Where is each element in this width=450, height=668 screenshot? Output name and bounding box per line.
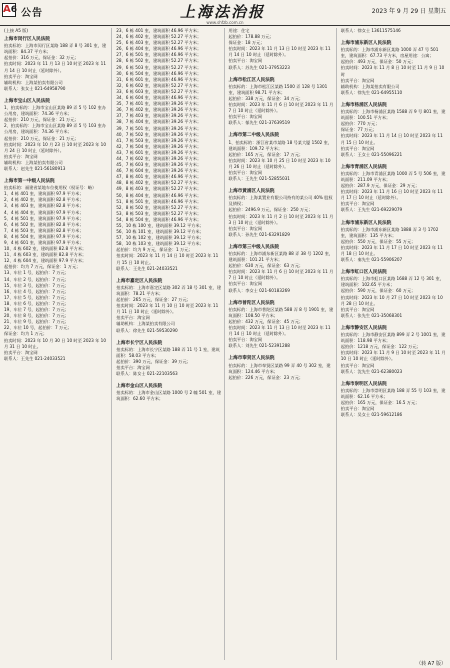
notice-line: 拍卖标的：上海某置业有限公司持有的某公司 40% 股权及债权； bbox=[228, 195, 333, 207]
spacer bbox=[116, 334, 221, 338]
notice-line: 拍卖平台：淘宝网 bbox=[228, 114, 263, 120]
spacer bbox=[341, 96, 446, 100]
notice-line: 2、拍卖标的：上海市宝山区某路 89 弄 5 号 103 室办公用房，建筑面积：74.36 平方米； bbox=[4, 123, 107, 135]
notice-line: 联系人：王女士 021-55096221 bbox=[340, 151, 403, 157]
notice-line: 起拍价：432 万元，保证金：45 万元； bbox=[228, 318, 304, 324]
notice-line: 11、4 栋 603 室，建筑面积 82.8 平方米； bbox=[4, 252, 87, 258]
notice-line: 拍卖标的：上海市崇明区某路 188 弄 55 号 103 室，建筑面积：62.16 平方米； bbox=[340, 387, 446, 399]
notice-line: 49、8 栋 403 室，建筑面积 52.27 平方米； bbox=[116, 186, 202, 192]
notice-line: 联系人：徐先生 021-64955110 bbox=[340, 89, 403, 95]
notice-line: 48、8 栋 402 室，建筑面积 52.27 平方米； bbox=[116, 180, 202, 186]
notice-line: 52、8 栋 502 室，建筑面积 52.27 平方米； bbox=[116, 204, 202, 210]
notice-line: 联系人：秦先生 021-55906207 bbox=[340, 257, 403, 263]
notice-line: 联系人：王先生 021-69229079 bbox=[340, 207, 403, 213]
notice-line: 联系人：孙先生 021-63291829 bbox=[228, 231, 290, 237]
notice-line: 42、7 栋 504 室，建筑面积 39.26 平方米； bbox=[116, 143, 202, 149]
notice-line: 拍卖标的：福建省某地车位使用权（权证号：略） bbox=[4, 185, 97, 191]
notice-line: 拍卖平台：淘宝网 bbox=[4, 73, 38, 79]
notice-column bbox=[114, 28, 224, 660]
notice-column bbox=[227, 28, 337, 660]
notice-line: 1、拍卖标的：上海市宝山区某路 89 弄 5 号 102 室办公用房，建筑面积：74.36 平方米； bbox=[4, 105, 107, 117]
notice-line: 拍卖平台：淘宝网 bbox=[340, 406, 375, 412]
notice-line: 57、10 栋 102 室，建筑面积 39.12 平方米； bbox=[116, 235, 204, 241]
notice-heading: 上海市第二中级人民法院 bbox=[228, 133, 280, 139]
notice-heading: 上海市第一中级人民法院 bbox=[4, 179, 55, 185]
spacer bbox=[116, 272, 221, 276]
notice-line: 26、6 栋 404 室，建筑面积 46.96 平方米； bbox=[116, 46, 202, 52]
notice-line: 起拍价：287.9 万元，保证金：29 万元； bbox=[340, 183, 420, 189]
notice-columns bbox=[2, 28, 448, 660]
notice-line: 34、6 栋 604 室，建筑面积 46.96 平方米； bbox=[116, 95, 202, 101]
notice-line: (上接 A5 版) bbox=[4, 28, 29, 33]
notice-heading: 上海市普陀区人民法院 bbox=[228, 300, 275, 306]
notice-line: 联系人：张先生 021-35068301 bbox=[340, 312, 403, 318]
notice-column bbox=[2, 28, 112, 660]
notice-line: 联系人：张女士 021-64958790 bbox=[4, 85, 66, 91]
notice-line: 起拍价：均为 7 万元，保证金：1 万元； bbox=[4, 264, 81, 270]
notice-heading: 上海市第三中级人民法院 bbox=[228, 244, 280, 250]
notice-line: 保证金：均为 1 万元； bbox=[4, 331, 48, 337]
notice-line: 39、7 栋 501 室，建筑面积 39.26 平方米； bbox=[116, 125, 202, 131]
notice-line: 12、4 栋 604 室，建筑面积 97.9 平方米； bbox=[4, 258, 87, 264]
notice-line: 拍卖平台：淘宝网 bbox=[340, 201, 375, 207]
notice-line: 30、6 栋 504 室，建筑面积 46.96 平方米； bbox=[116, 70, 202, 76]
notice-line: 20、车位 8 号，起拍价：7 万元； bbox=[4, 313, 69, 319]
notice-line: 35、7 栋 401 室，建筑面积 39.26 平方米； bbox=[116, 101, 202, 107]
spacer bbox=[229, 238, 334, 242]
notice-line: 2、4 栋 402 室，建筑面积 82.8 平方米； bbox=[4, 197, 84, 203]
notice-heading: 上海市杨浦区人民法院 bbox=[340, 102, 387, 108]
notice-line: 54、8 栋 504 室，建筑面积 46.96 平方米； bbox=[116, 216, 202, 222]
notice-line: 32、6 栋 602 室，建筑面积 52.27 平方米； bbox=[116, 82, 202, 88]
notice-line: 拍卖平台：淘宝网 bbox=[116, 315, 150, 321]
notice-line: 辅助机构：上海某拍卖有限公司 bbox=[340, 83, 400, 89]
notice-line: 辅助机构：上海某拍卖有限公司 bbox=[4, 79, 63, 85]
notice-line: 41、7 栋 503 室，建筑面积 39.26 平方米； bbox=[116, 137, 202, 143]
notice-line: 51、8 栋 501 室，建筑面积 46.96 平方米； bbox=[116, 198, 202, 204]
header-divider bbox=[0, 25, 450, 26]
notice-line: 拍卖时间：2023 年 11 月 17 日 10 时至 2023 年 11 月 18 日 10 时止。 bbox=[340, 244, 443, 256]
page-letter: A bbox=[3, 4, 11, 15]
notice-line: 拍卖平台：淘宝网 bbox=[340, 306, 375, 312]
notice-line: 拍卖时间：2023 年 11 月 10 日 10 时至 2023 年 11 月 11 日 10 时止（延时除外）。 bbox=[116, 303, 219, 315]
notice-heading: 上海市崇明区人民法院 bbox=[340, 381, 387, 387]
spacer bbox=[116, 377, 221, 381]
notice-line: 拍卖平台：淘宝网 bbox=[4, 153, 38, 159]
notice-line: 53、8 栋 503 室，建筑面积 52.27 平方米； bbox=[116, 210, 202, 216]
notice-line: 1、拍卖标的：浙江省某市某路 18 号某大厦 1502 室，建筑面积：109.72 平方米； bbox=[228, 139, 333, 151]
notice-line: 56、10 栋 101 室，建筑面积 39.12 平方米； bbox=[116, 229, 204, 235]
notice-line: 3、4 栋 403 室，建筑面积 82.8 平方米； bbox=[4, 203, 84, 209]
notice-line: 拍卖时间：2023 年 10 月 25 日 10 时至 2023 年 10 月 26 日 10 时止（延时除外）。 bbox=[228, 157, 331, 169]
notice-line: 21、车位 9 号，起拍价：7 万元； bbox=[4, 319, 69, 325]
notice-line: 拍卖平台：淘宝网 bbox=[340, 362, 375, 368]
notice-line: 用途：住宅 bbox=[228, 28, 250, 33]
spacer bbox=[341, 214, 446, 218]
notice-line: 17、车位 5 号，起拍价：7 万元； bbox=[4, 294, 69, 300]
spacer bbox=[229, 126, 334, 130]
notice-line: 拍卖标的：上海市金山区某路 1000 号 2 幢 501 室，建筑面积：62.60 平方米； bbox=[116, 390, 221, 402]
notice-line: 10、4 栋 602 室，建筑面积 82.8 平方米； bbox=[4, 246, 87, 252]
notice-line: 拍卖时间：2023 年 11 月 2 日 10 时至 2023 年 11 月 3 日 10 时止（延时除外）。 bbox=[228, 213, 334, 225]
notice-line: 9、4 栋 601 室，建筑面积 97.9 平方米； bbox=[4, 240, 84, 245]
notice-line: 拍卖时间：2023 年 11 月 6 日 10 时至 2023 年 11 月 7 日 10 时止（延时除外）。 bbox=[228, 102, 334, 114]
notice-line: 拍卖时间：2023 年 11 月 14 日 10 时至 2023 年 11 月 15 日 10 时止。 bbox=[116, 253, 219, 265]
notice-line: 拍卖平台：淘宝网 bbox=[116, 364, 150, 370]
notice-line: 45、7 栋 603 室，建筑面积 39.26 平方米； bbox=[116, 162, 202, 168]
notice-line: 辅助机构：上海某拍卖有限公司 bbox=[4, 159, 63, 165]
notice-line: 拍卖时间：2023 年 10 月 30 日 10 时至 2023 年 10 月 31 日 10 时止。 bbox=[4, 337, 107, 349]
notice-line: 拍卖时间：2023 年 11 月 6 日 10 时至 2023 年 11 月 7 日 10 时止（延时除外）。 bbox=[228, 269, 334, 281]
spacer bbox=[229, 71, 334, 75]
notice-line: 拍卖平台：淘宝网 bbox=[228, 169, 263, 175]
spacer bbox=[341, 34, 446, 38]
notice-line: 拍卖时间：2023 年 10 月 23 日 10 时至 2023 年 10 月 24 日 10 时止（延时除外）。 bbox=[4, 141, 107, 153]
notice-heading: 上海市闵行区人民法院 bbox=[4, 37, 50, 43]
notice-line: 18、车位 6 号，起拍价：7 万元； bbox=[4, 300, 69, 306]
notice-line: 16、车位 4 号，起拍价：7 万元； bbox=[4, 288, 69, 294]
masthead bbox=[0, 0, 450, 20]
notice-line: 8、4 栋 504 室，建筑面积 97.9 平方米； bbox=[4, 233, 84, 239]
notice-line: 起拍价：2496.9 万元，保证金：250 万元； bbox=[228, 207, 313, 213]
notice-line: 拍卖平台：淘宝网 bbox=[4, 349, 38, 355]
notice-line: 拍卖时间：2023 年 11 月 13 日 10 时至 2023 年 11 月 14 日 10 时止（延时除外）。 bbox=[228, 46, 331, 58]
notice-line: 拍卖标的：上海市普陀区某路 588 弄 8 号 1901 室，建筑面积：108.50 平方米； bbox=[228, 306, 334, 318]
notice-line: 33、6 栋 603 室，建筑面积 52.27 平方米； bbox=[116, 88, 202, 94]
notice-line: 拍卖时间：2023 年 10 月 27 日 10 时至 2023 年 10 月 28 日 10 时止。 bbox=[340, 294, 443, 306]
notice-line: 起拍价：390 万元，保证金：39 万元； bbox=[116, 358, 191, 364]
notice-line: 40、7 栋 502 室，建筑面积 39.26 平方米； bbox=[116, 131, 202, 137]
notice-line: 拍卖标的：上海市浦东新区某路 1000 弄 47 号 501 室，建筑面积：67.73 平方米，房屋用途：公寓； bbox=[340, 47, 439, 59]
notice-line: 联系人：吴女士 021-59612186 bbox=[340, 412, 403, 418]
notice-line: 起拍价：265 万元，保证金：27 万元； bbox=[116, 297, 191, 303]
newspaper-logo: 上海法治报 bbox=[180, 3, 266, 21]
notice-line: 46、7 栋 604 室，建筑面积 39.26 平方米； bbox=[116, 168, 202, 174]
notice-heading: 上海市黄浦区人民法院 bbox=[228, 189, 275, 195]
notice-line: 起拍价：1218 万元，保证金：122 万元； bbox=[340, 344, 421, 350]
notice-line: 拍卖标的：上海市浦东新区某路 88 弄 38 号 1202 室，建筑面积：101.21 平方米； bbox=[228, 251, 334, 263]
notice-line: 28、6 栋 502 室，建筑面积 52.27 平方米； bbox=[116, 58, 202, 64]
notice-line: 55、10 栋 100 室，建筑面积 39.12 平方米； bbox=[116, 223, 204, 228]
notice-line: 联系人：郁先生 021-37639519 bbox=[228, 120, 290, 126]
notice-line: 起拍价：550 万元，保证金：55 万元； bbox=[340, 238, 416, 244]
spacer bbox=[341, 263, 446, 267]
notice-heading: 上海市静安区人民法院 bbox=[340, 325, 387, 331]
notice-line: 起拍价：165 万元，保证金：17 万元； bbox=[228, 151, 304, 157]
spacer bbox=[341, 375, 446, 379]
notice-line: 44、7 栋 602 室，建筑面积 39.26 平方米； bbox=[116, 155, 202, 161]
notice-line: 19、车位 7 号，起拍价：7 万元； bbox=[4, 307, 69, 313]
notice-line: 5、4 栋 501 室，建筑面积 97.9 平方米； bbox=[4, 215, 84, 221]
notice-line: 拍卖平台：淘宝网 bbox=[340, 77, 375, 83]
notice-line: 7、4 栋 503 室，建筑面积 82.8 平方米； bbox=[4, 227, 84, 233]
notice-line: 拍卖时间：2023 年 11 月 16 日 10 时至 2023 年 11 月 17 日 10 时止（延时除外）。 bbox=[340, 189, 443, 201]
notice-line: 43、7 栋 601 室，建筑面积 39.26 平方米； bbox=[116, 149, 202, 155]
notice-line: 起拍价：338 万元，保证金：34 万元； bbox=[228, 95, 304, 101]
notice-line: 29、6 栋 503 室，建筑面积 52.27 平方米； bbox=[116, 64, 202, 70]
notice-line: 38、7 栋 404 室，建筑面积 39.26 平方米； bbox=[116, 119, 202, 125]
notice-line: 拍卖平台：淘宝网 bbox=[228, 58, 263, 64]
notice-line: 联系人：徐女士 13611575146 bbox=[340, 28, 401, 33]
notice-line: 联系人：陈女士 021-22103563 bbox=[116, 371, 178, 377]
notice-line: 13、车位 1 号，起拍价：7 万元； bbox=[4, 270, 69, 276]
notice-line: 辅助机构：上海某拍卖有限公司 bbox=[116, 321, 175, 327]
notice-line: 拍卖标的：上海市松江区某路 1500 弄 128 号 1301 室，建筑面积 98.71 平方米； bbox=[228, 83, 328, 95]
continuation-note: （转 A7 版） bbox=[416, 661, 446, 667]
notice-line: 31、6 栋 601 室，建筑面积 46.96 平方米； bbox=[116, 76, 202, 82]
page-number-badge bbox=[2, 3, 16, 17]
notice-line: 起拍价：178.88 万元； bbox=[228, 34, 274, 40]
weekday-text: 星期五 bbox=[427, 8, 446, 15]
spacer bbox=[229, 294, 334, 298]
notice-line: 6、4 栋 502 室，建筑面积 82.8 平方米； bbox=[4, 221, 84, 227]
notice-line: 27、6 栋 501 室，建筑面积 46.96 平方米； bbox=[116, 52, 202, 58]
notice-line: 拍卖标的：上海市奉贤区某路 99 弄 40 号 302 室，建筑面积：124.46 平方米； bbox=[228, 362, 331, 374]
notice-line: 起拍价：210 万元，保证金：21 万元； bbox=[4, 117, 79, 123]
notice-line: 拍卖时间：2023 年 11 月 14 日 10 时至 2023 年 11 月 15 日 10 时止。 bbox=[340, 133, 443, 145]
notice-line: 起拍价：均为 9 万元，保证金：1 万元； bbox=[116, 247, 193, 253]
notice-line: 保证金：18 万元； bbox=[228, 40, 265, 46]
notice-line: 1、4 栋 401 室，建筑面积 97.9 平方米； bbox=[4, 191, 84, 197]
date-text: 2023 年 9 月 29 日 bbox=[371, 8, 427, 15]
notice-line: 保证金：77 万元； bbox=[340, 127, 377, 133]
notice-line: 起拍价：210 万元，保证金：21 万元； bbox=[4, 135, 79, 141]
notice-line: 拍卖平台：淘宝网 bbox=[340, 145, 375, 151]
notice-line: 联系人：刘先生 021-52391288 bbox=[228, 343, 290, 349]
notice-line: 联系人：沈先生 021-62380023 bbox=[340, 368, 403, 374]
notice-line: 拍卖时间：2023 年 11 月 9 日 10 时至 2023 年 11 月 10 日 10 时止（延时除外）。 bbox=[340, 350, 446, 362]
page-number: 6 bbox=[10, 5, 18, 15]
spacer bbox=[341, 158, 446, 162]
notice-line: 23、6 栋 401 室，建筑面积 46.96 平方米； bbox=[116, 28, 202, 33]
notice-heading: 上海市松江区人民法院 bbox=[228, 77, 275, 83]
notice-line: 15、车位 3 号，起拍价：7 万元； bbox=[4, 282, 69, 288]
spacer bbox=[229, 182, 334, 186]
notice-line: 联系人：李女士 021-60183269 bbox=[228, 287, 290, 293]
notice-line: 联系人：王先生 021-24033521 bbox=[116, 265, 178, 271]
notice-line: 联系人：王先生 021-24033521 bbox=[4, 355, 66, 361]
notice-column bbox=[339, 28, 448, 660]
notice-heading: 上海市浦东新区人民法院 bbox=[340, 41, 392, 47]
notice-line: 拍卖时间：2023 年 11 月 13 日 10 时至 2023 年 11 月 14 日 10 时止（延时除外）。 bbox=[4, 61, 107, 73]
notice-line: 拍卖时间：2023 年 11 月 13 日 10 时至 2023 年 11 月 14 日 10 时止（延时除外）。 bbox=[228, 325, 331, 337]
notice-heading: 上海市金山区人民法院 bbox=[116, 384, 163, 390]
notice-heading: 上海市虹口区人民法院 bbox=[340, 270, 387, 276]
spacer bbox=[4, 172, 109, 176]
notice-line: 联系人：赵先生 021-56180913 bbox=[4, 165, 66, 171]
notice-line: 24、6 栋 402 室，建筑面积 52.27 平方米； bbox=[116, 34, 202, 40]
notice-line: 拍卖标的：上海市长宁区某路 188 弄 11 号 1 室，建筑面积：58.03 平方米； bbox=[116, 346, 220, 358]
notice-line: 4、4 栋 404 室，建筑面积 97.9 平方米； bbox=[4, 209, 84, 215]
website-url: www.shfzb.com.cn bbox=[206, 20, 244, 25]
notice-line: 拍卖标的：上海市虹口区某路 1688 弄 12 号 301 室，建筑面积：102.65 平方米； bbox=[340, 276, 444, 288]
notice-line: 起拍价：590 万元，保证金：60 万元； bbox=[340, 288, 416, 294]
notice-line: 联系人：王先生 021-52855031 bbox=[228, 176, 290, 182]
notice-line: 拍卖标的：上海市嘉定区某路 302 弄 18 号 301 室，建筑面积：78.21 平方米； bbox=[116, 284, 221, 296]
notice-line: 拍卖标的：上海市杨浦区某路 1588 弄 9 号 801 室，建筑面积：100.51 平方米； bbox=[340, 109, 446, 121]
notice-heading: 上海市青浦区人民法院 bbox=[340, 164, 387, 170]
spacer bbox=[229, 349, 334, 353]
notice-line: 58、10 栋 103 室，建筑面积 39.12 平方米； bbox=[116, 241, 204, 247]
notice-line: 拍卖平台：淘宝网 bbox=[228, 281, 263, 287]
notice-heading: 上海市奉贤区人民法院 bbox=[228, 356, 275, 362]
notice-line: 拍卖标的：上海市静安区某路 899 弄 2 号 1001 室，建筑面积：118.98 平方米； bbox=[340, 332, 446, 344]
notice-line: 14、车位 2 号，起拍价：7 万元； bbox=[4, 276, 69, 282]
notice-line: 拍卖时间：2023 年 11 月 8 日 10 时至 11 月 9 日 10 时 bbox=[340, 65, 445, 77]
notice-line: 25、6 栋 403 室，建筑面积 52.27 平方米； bbox=[116, 40, 202, 46]
notice-line: 起拍价：316 万元，保证金：32 万元； bbox=[4, 55, 79, 61]
issue-date bbox=[372, 6, 446, 15]
notice-line: 37、7 栋 403 室，建筑面积 39.26 平方米； bbox=[116, 113, 202, 119]
notice-heading: 上海市长宁区人民法院 bbox=[116, 340, 163, 346]
notice-heading: 上海市浦东新区人民法院 bbox=[340, 220, 392, 226]
notice-line: 起拍价：165 万元，保证金：16.5 万元； bbox=[340, 399, 420, 405]
notice-heading: 上海市嘉定区人民法院 bbox=[116, 278, 163, 284]
notice-line: 拍卖标的：上海市浦东新区某路 1888 弄 3 号 1702 室，建筑面积：135 平方米； bbox=[340, 226, 439, 238]
section-title: 公告 bbox=[21, 8, 43, 19]
notice-heading: 上海市宝山区人民法院 bbox=[4, 98, 50, 104]
notice-line: 拍卖标的：上海市闵行区某路 188 弄 8 号 301 室，建筑面积：84.37 平方米； bbox=[4, 43, 107, 55]
notice-line: 47、8 栋 401 室，建筑面积 46.96 平方米； bbox=[116, 174, 202, 180]
notice-line: 起拍价：493 万元，保证金：50 万元； bbox=[340, 59, 416, 65]
notice-line: 拍卖平台：淘宝网 bbox=[228, 337, 263, 343]
notice-line: 拍卖标的：上海市青浦区某路 1000 弄 5 号 506 室，建筑面积：211.09 平方米； bbox=[340, 170, 446, 182]
notice-line: 起拍价：226 万元，保证金：23 万元； bbox=[228, 374, 304, 380]
notice-line: 50、8 栋 404 室，建筑面积 46.96 平方米； bbox=[116, 192, 202, 198]
notice-line: 联系人：徐先生 021-59530290 bbox=[116, 327, 178, 333]
notice-line: 联系人：苏先生 021-37953223 bbox=[228, 64, 290, 70]
notice-line: 起拍价：630 万元，保证金：63 万元； bbox=[228, 263, 304, 269]
notice-line: 拍卖平台：淘宝网 bbox=[228, 225, 263, 231]
notice-line: 起拍价：770 万元； bbox=[340, 121, 380, 127]
spacer bbox=[341, 319, 446, 323]
spacer bbox=[4, 92, 109, 96]
notice-line: 22、车位 10 号，起拍价：7 万元； bbox=[4, 325, 72, 331]
notice-line: 36、7 栋 402 室，建筑面积 39.26 平方米； bbox=[116, 107, 202, 113]
